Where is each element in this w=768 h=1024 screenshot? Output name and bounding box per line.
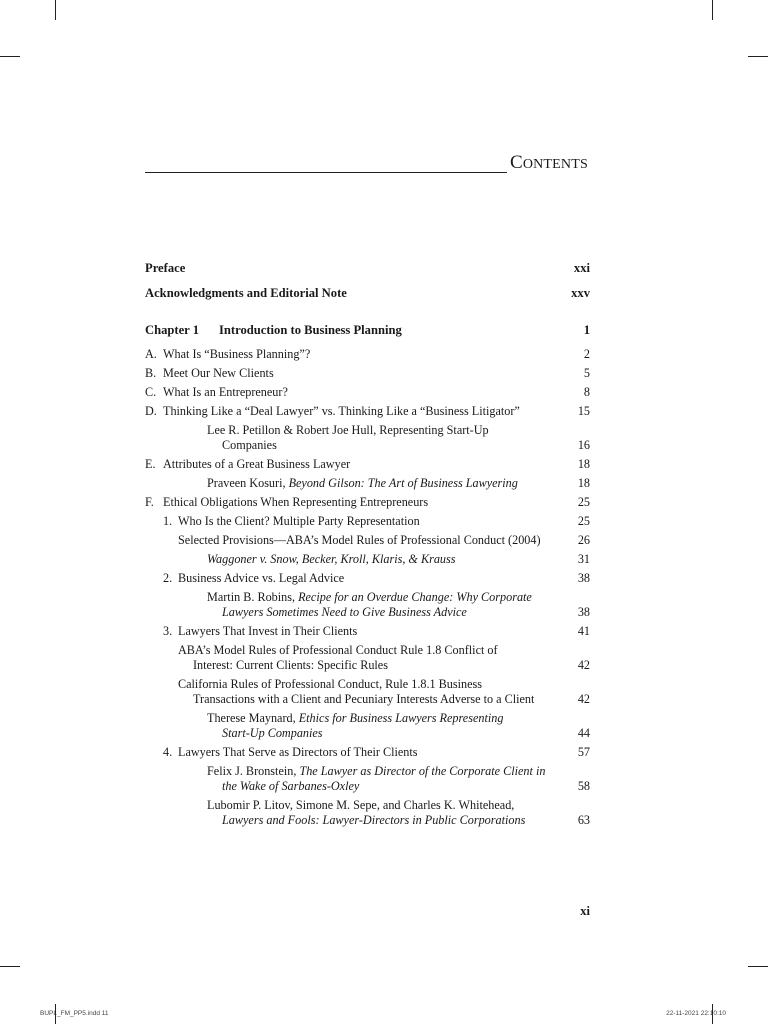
crop-mark xyxy=(712,0,713,20)
toc-reading[interactable]: Praveen Kosuri, Beyond Gilson: The Art of Business Lawyering 18 xyxy=(207,476,590,490)
crop-mark xyxy=(748,56,768,57)
toc-entry-preface[interactable]: Preface xxi xyxy=(145,261,590,275)
toc-reading[interactable]: ABA’s Model Rules of Professional Conduct Rule 1.8 Conflict of Interest: Current Clients: Specific Rules 42 xyxy=(178,643,590,672)
toc-entry[interactable]: 4. Lawyers That Serve as Directors of Their Clients 57 xyxy=(163,745,590,759)
toc-reading[interactable]: Therese Maynard, Ethics for Business Lawyers Representing Start-Up Companies 44 xyxy=(207,711,590,740)
toc-entry[interactable]: C. What Is an Entrepreneur? 8 xyxy=(145,385,590,399)
page-title: CONTENTS xyxy=(509,152,588,173)
toc-reading[interactable]: Waggoner v. Snow, Becker, Kroll, Klaris, & Krauss 31 xyxy=(207,552,590,566)
slug-timestamp: 22-11-2021 22:10:10 xyxy=(666,1010,726,1017)
toc-chapter-1[interactable]: Chapter 1 Introduction to Business Planning 1 xyxy=(145,323,590,337)
crop-mark xyxy=(0,56,20,57)
crop-mark xyxy=(55,0,56,20)
toc-reading[interactable]: Selected Provisions—ABA’s Model Rules of Professional Conduct (2004) 26 xyxy=(178,533,590,547)
toc-entry[interactable]: B. Meet Our New Clients 5 xyxy=(145,366,590,380)
toc-entry[interactable]: 2. Business Advice vs. Legal Advice 38 xyxy=(163,571,590,585)
toc-reading[interactable]: Lubomir P. Litov, Simone M. Sepe, and Charles K. Whitehead, Lawyers and Fools: Lawyer-Directors in Public Corporations 63 xyxy=(207,798,590,827)
toc-entry[interactable]: D. Thinking Like a “Deal Lawyer” vs. Thinking Like a “Business Litigator” 15 xyxy=(145,404,590,418)
title-rule xyxy=(145,172,507,173)
toc-entry[interactable]: E. Attributes of a Great Business Lawyer 18 xyxy=(145,457,590,471)
toc-entry[interactable]: 3. Lawyers That Invest in Their Clients 41 xyxy=(163,624,590,638)
toc-reading[interactable]: California Rules of Professional Conduct, Rule 1.8.1 Business Transactions with a Client and Pecuniary Interests Adverse to a Client 42 xyxy=(178,677,590,706)
toc-entry[interactable]: 1. Who Is the Client? Multiple Party Representation 25 xyxy=(163,514,590,528)
toc-entry[interactable]: A. What Is “Business Planning”? 2 xyxy=(145,347,590,361)
crop-mark xyxy=(0,966,20,967)
page-number: xi xyxy=(580,904,590,918)
crop-mark xyxy=(748,966,768,967)
toc-entry[interactable]: F. Ethical Obligations When Representing Entrepreneurs 25 xyxy=(145,495,590,509)
slug-filename: BUPL_FM_PP5.indd 11 xyxy=(40,1010,109,1017)
toc-reading[interactable]: Martin B. Robins, Recipe for an Overdue Change: Why Corporate Lawyers Sometimes Need to Give Business Advice 38 xyxy=(207,590,590,619)
toc-reading[interactable]: Lee R. Petillon & Robert Joe Hull, Representing Start-Up Companies 16 xyxy=(207,423,590,452)
toc-reading[interactable]: Felix J. Bronstein, The Lawyer as Director of the Corporate Client in the Wake of Sarbanes-Oxley 58 xyxy=(207,764,590,793)
toc-entry-acknowledgments[interactable]: Acknowledgments and Editorial Note xxv xyxy=(145,286,590,300)
